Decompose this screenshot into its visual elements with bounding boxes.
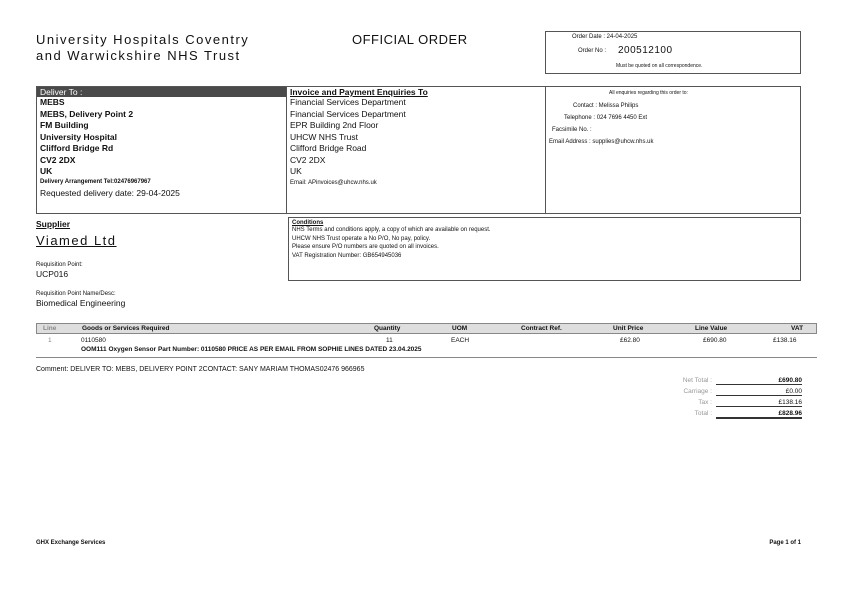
col-uom: UOM [452, 325, 468, 332]
enquiries-email: Email Address : supplies@uhcw.nhs.uk [549, 139, 654, 145]
enquiries-telephone: Telephone : 024 7696 4450 Ext [564, 115, 648, 121]
requisition-point-label: Requisition Point: [36, 262, 83, 268]
order-info-box [545, 31, 801, 74]
enquiries-note: All enquiries regarding this order to: [609, 90, 688, 96]
row-vat: £138.16 [773, 337, 797, 344]
trust-name [36, 32, 249, 64]
page-number: Page 1 of 1 [769, 540, 801, 546]
trust-name-line2: and Warwickshire NHS Trust [36, 48, 241, 63]
total-label: Total : [694, 410, 712, 417]
requisition-name: Biomedical Engineering [36, 298, 126, 308]
tax-label: Tax : [698, 399, 712, 406]
condition-line: Please ensure P/O numbers are quoted on all invoices. [292, 244, 439, 250]
deliver-line: CV2 2DX [40, 154, 76, 165]
requested-delivery-date: Requested delivery date: 29-04-2025 [40, 187, 180, 198]
enquiries-contact: Contact : Melissa Philips [573, 103, 639, 109]
supplier-heading: Supplier [36, 219, 71, 229]
deliver-line: University Hospital [40, 131, 117, 142]
total-value: £828.96 [716, 410, 802, 419]
trust-name-line1: University Hospitals Coventry [36, 32, 250, 47]
condition-line: VAT Registration Number: GB654945036 [292, 252, 402, 259]
deliver-address [37, 97, 286, 178]
tax-value: £138.16 [716, 399, 802, 407]
supplier-name: Viamed Ltd [36, 233, 117, 248]
delivery-arrangement: Delivery Arrangement Tel:02476967967 [40, 178, 151, 185]
invoice-email: Email: APinvoices@uhcw.nhs.uk [290, 179, 377, 186]
conditions-box [288, 217, 801, 281]
conditions-heading: Conditions [292, 220, 324, 226]
col-line-value: Line Value [695, 325, 728, 332]
invoice-line: Clifford Bridge Road [290, 143, 367, 153]
condition-line: UHCW NHS Trust operate a No P/O, No pay, policy. [292, 235, 431, 242]
enquiries-fax: Facsimile No. : [552, 127, 592, 133]
condition-line: NHS Terms and conditions apply, a copy of which are available on request. [292, 227, 491, 233]
row-code: 0110580 [81, 337, 106, 344]
col-vat: VAT [791, 325, 804, 332]
col-line: Line [43, 325, 57, 332]
invoice-line: UK [290, 166, 302, 176]
net-total-label: Net Total : [682, 377, 712, 384]
deliver-line: Clifford Bridge Rd [40, 143, 114, 153]
requisition-point: UCP016 [36, 269, 69, 279]
document-title: OFFICIAL ORDER [352, 32, 468, 47]
deliver-line: FM Building [40, 120, 89, 130]
requisition-name-label: Requisition Point Name/Desc: [36, 291, 116, 297]
row-quantity: 11 [386, 337, 393, 344]
net-total-value: £690.80 [716, 377, 802, 385]
carriage-label: Carriage : [683, 388, 712, 395]
order-number: 200512100 [618, 45, 673, 56]
row-line-value: £690.80 [703, 337, 727, 344]
deliver-to-heading: Deliver To : [37, 87, 286, 97]
row-line-number: 1 [48, 337, 52, 344]
row-description: OOM111 Oxygen Sensor Part Number: 0110580 PRICE AS PER EMAIL FROM SOPHIE LINES DATED 23.04.2025 [81, 346, 422, 353]
invoice-heading: Invoice and Payment Enquiries To [290, 87, 428, 97]
deliver-line: UK [40, 166, 53, 176]
invoice-line: Financial Services Department [290, 97, 406, 107]
col-goods: Goods or Services Required [82, 325, 170, 332]
col-quantity: Quantity [374, 325, 401, 332]
footer-service: GHX Exchange Services [36, 540, 106, 546]
deliver-to-box [36, 86, 287, 214]
invoice-line: CV2 2DX [290, 154, 326, 165]
quote-note: Must be quoted on all correspondence. [616, 63, 703, 69]
invoice-address [287, 97, 545, 178]
order-no-label: Order No : [578, 48, 607, 54]
col-contract: Contract Ref. [521, 325, 562, 332]
table-bottom-rule [36, 357, 817, 358]
items-table-header [36, 323, 817, 334]
deliver-line: MEBS, Delivery Point 2 [40, 108, 134, 119]
order-date: Order Date : 24-04-2025 [572, 34, 638, 40]
carriage-value: £0.00 [716, 388, 802, 396]
invoice-line: EPR Building 2nd Floor [290, 120, 379, 130]
col-unit-price: Unit Price [613, 325, 644, 332]
table-row-description [36, 345, 817, 355]
totals-block [620, 377, 802, 421]
enquiries-box [545, 86, 801, 214]
conditions-text [289, 226, 800, 260]
order-comment: Comment: DELIVER TO: MEBS, DELIVERY POINT 2CONTACT: SANY MARIAM THOMAS02476 966965 [36, 366, 365, 373]
invoice-line: UHCW NHS Trust [290, 131, 358, 142]
deliver-line: MEBS [40, 97, 65, 107]
invoice-box [287, 86, 546, 214]
row-uom: EACH [451, 337, 470, 344]
row-unit-price: £62.80 [620, 337, 640, 344]
invoice-line: Financial Services Department [290, 108, 406, 119]
